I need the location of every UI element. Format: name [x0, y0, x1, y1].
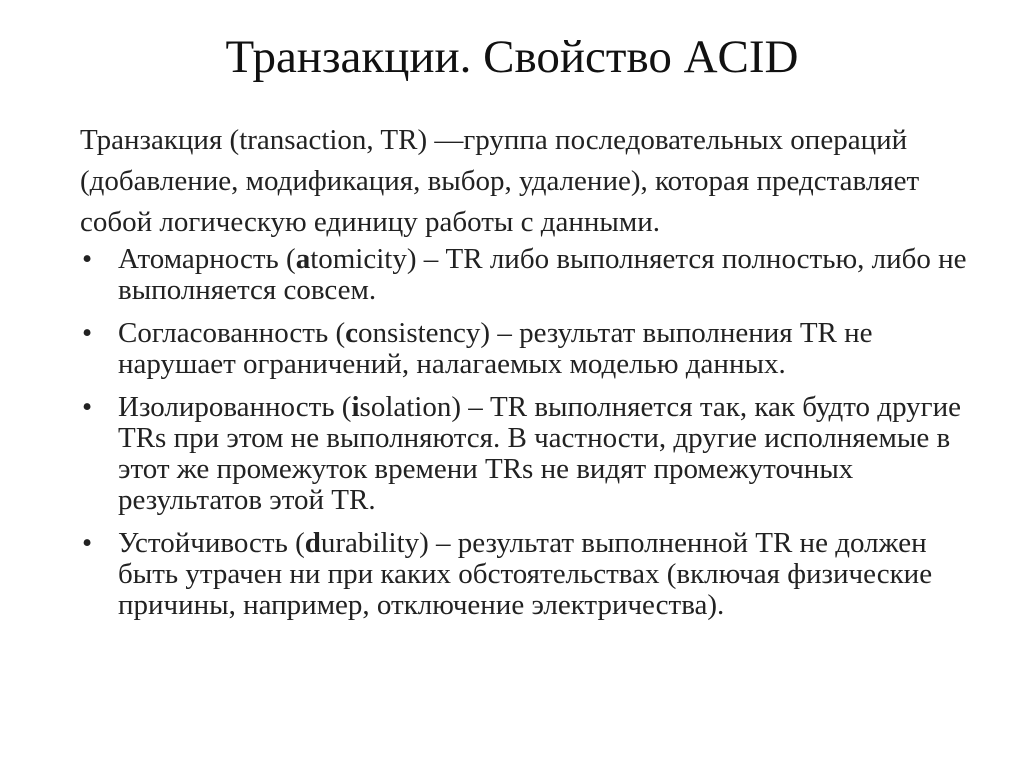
bullet-dot-icon: • [82, 243, 93, 275]
slide-body [80, 120, 980, 633]
bullet-text: – результат выполнения TR не нарушает ограничений, налагаемых моделью данных. [118, 317, 873, 380]
bullet-key-letter: a [295, 243, 311, 275]
bullet-term-rest: onsistency) [357, 317, 491, 349]
bullet-term: Устойчивость ( [118, 527, 305, 559]
bullet-dot-icon: • [82, 527, 93, 559]
acid-bullet-list [80, 244, 980, 621]
bullet-term: Атомарность ( [118, 243, 296, 275]
bullet-atomicity [80, 244, 980, 306]
bullet-consistency [80, 318, 980, 380]
bullet-dot-icon: • [82, 391, 93, 423]
bullet-key-letter: i [351, 391, 360, 423]
bullet-text: – TR выполняется так, как будто другие TRs при этом не выполняются. В частности, другие исполняемые в этот же промежуток времени TRs не видят промежуточных результатов этой TR. [118, 391, 961, 516]
bullet-term: Изолированность ( [118, 391, 352, 423]
bullet-term-rest: solation) [359, 391, 462, 423]
bullet-term-rest: urability) [320, 527, 429, 559]
bullet-term: Согласованность ( [118, 317, 346, 349]
bullet-durability [80, 528, 980, 621]
bullet-text: – TR либо выполняется полностью, либо не выполняется совсем. [118, 243, 967, 306]
bullet-key-letter: d [304, 527, 321, 559]
intro-paragraph: Транзакция (transaction, TR) —группа последовательных операций (добавление, модификация, выбор, удаление), которая представляет собой логическую единицу работы с данными. [80, 124, 920, 238]
bullet-text: – результат выполненной TR не должен быть утрачен ни при каких обстоятельствах (включая физические причины, например, отключение электричества). [118, 527, 933, 621]
slide-title: Транзакции. Свойство ACID [225, 31, 799, 83]
bullet-term-rest: tomicity) [310, 243, 417, 275]
bullet-isolation [80, 392, 980, 516]
bullet-dot-icon: • [82, 317, 93, 349]
bullet-key-letter: c [345, 317, 358, 349]
